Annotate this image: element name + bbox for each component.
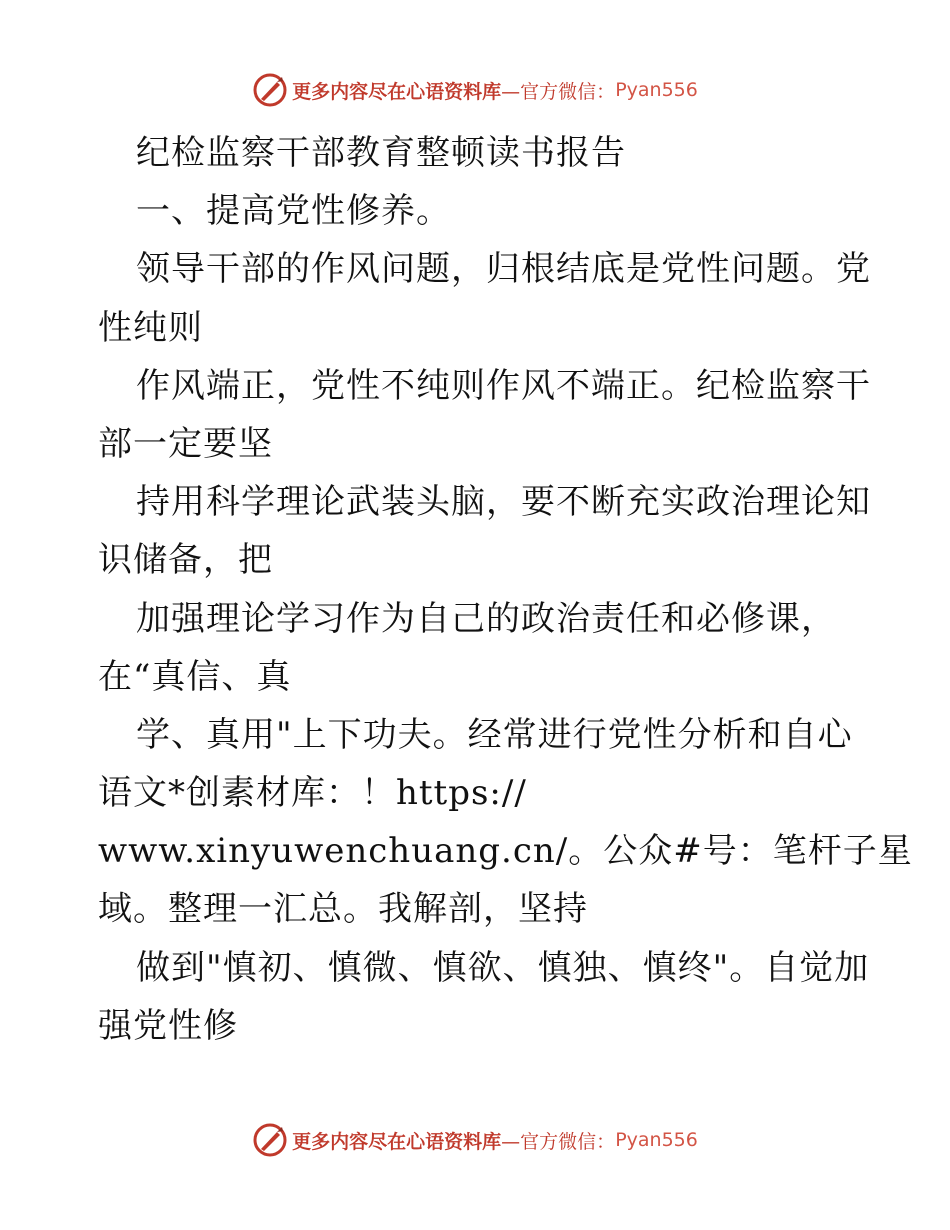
text-line: 在“真信、真: [98, 656, 292, 697]
banner-wechat-handle: Pyan556: [615, 79, 698, 101]
text-line: 识储备，把: [98, 540, 273, 581]
text-line: 作风端正，党性不纯则作风不端正。纪检监察干: [136, 365, 871, 406]
text-line: 域。整理一汇总。我解剖，坚持: [98, 889, 588, 930]
quill-logo-icon: [252, 1122, 288, 1158]
text-line: 做到"慎初、慎微、慎欲、慎独、慎终"。自觉加: [136, 947, 870, 988]
text-line: www.xinyuwenchuang.cn/。公众#号：笔杆子星: [98, 831, 913, 872]
text-line: 领导干部的作风问题，归根结底是党性问题。党: [136, 249, 871, 290]
quill-logo-icon: [252, 72, 288, 108]
header-watermark-banner: [0, 70, 950, 110]
banner-main-text: 更多内容尽在心语资料库: [292, 1130, 502, 1153]
document-body: [98, 124, 913, 1055]
banner-separator-text: —官方微信：: [501, 80, 616, 103]
text-line: 加强理论学习作为自己的政治责任和必修课，: [136, 598, 836, 639]
footer-watermark-banner: [0, 1120, 950, 1160]
text-line: 部一定要坚: [98, 423, 273, 464]
banner-wechat-handle: Pyan556: [615, 1129, 698, 1151]
text-line: 学、真用"上下功夫。经常进行党性分析和自心: [136, 714, 853, 755]
text-line: 性纯则: [98, 307, 203, 348]
text-line: 持用科学理论武装头脑，要不断充实政治理论知: [136, 482, 871, 523]
banner-main-text: 更多内容尽在心语资料库: [292, 80, 502, 103]
text-line: 强党性修: [98, 1005, 238, 1046]
text-line: 一、提高党性修养。: [136, 191, 451, 232]
banner-separator-text: —官方微信：: [501, 1130, 616, 1153]
text-line: 语文*创素材库：！https://: [98, 773, 527, 814]
text-line: 纪检监察干部教育整顿读书报告: [136, 133, 626, 173]
